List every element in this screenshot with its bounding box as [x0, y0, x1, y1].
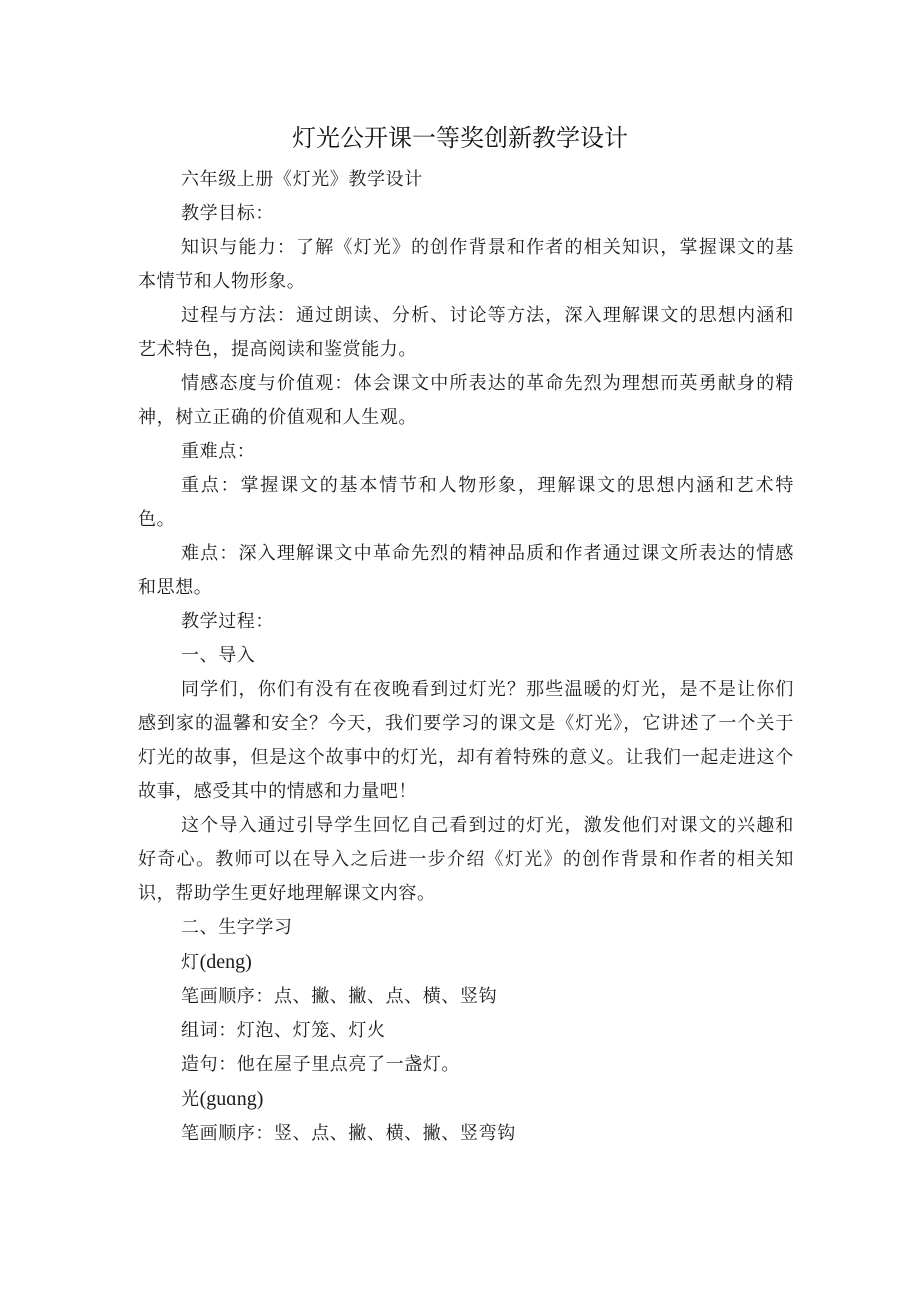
character-pinyin: (deng) — [199, 951, 252, 973]
paragraph-knowledge: 知识与能力：了解《灯光》的创作背景和作者的相关知识，掌握课文的基本情节和人物形象。 — [138, 237, 794, 292]
paragraph-key-points-heading: 重难点： — [181, 441, 256, 462]
paragraph-key-point: 重点：掌握课文的基本情节和人物形象，理解课文的思想内涵和艺术特色。 — [138, 475, 794, 530]
character-pinyin: (guɑng) — [199, 1088, 264, 1110]
paragraph-process-heading: 教学过程： — [181, 611, 274, 632]
paragraph-difficult-point: 难点：深入理解课文中革命先烈的精神品质和作者通过课文所表达的情感和思想。 — [138, 543, 794, 598]
paragraph-process: 过程与方法：通过朗读、分析、讨论等方法，深入理解课文的思想内涵和艺术特色，提高阅读和鉴赏能力。 — [138, 305, 794, 360]
character-entry-guang — [138, 1082, 794, 1117]
character-strokes: 笔画顺序：点、撇、撇、点、横、竖钩 — [181, 986, 498, 1007]
character-entry-deng — [138, 945, 794, 980]
paragraph-intro-note: 这个导入通过引导学生回忆自己看到过的灯光，激发他们对课文的兴趣和好奇心。教师可以在导入之后进一步介绍《灯光》的创作背景和作者的相关知识，帮助学生更好地理解课文内容。 — [138, 815, 794, 904]
character-glyph: 灯 — [181, 952, 200, 973]
document-title: 灯光公开课一等奖创新教学设计 — [292, 124, 628, 152]
character-strokes: 笔画顺序：竖、点、撇、横、撇、竖弯钩 — [181, 1123, 516, 1144]
character-words: 组词：灯泡、灯笼、灯火 — [181, 1020, 386, 1041]
paragraph-subtitle: 六年级上册《灯光》教学设计 — [181, 169, 423, 190]
paragraph-emotion: 情感态度与价值观：体会课文中所表达的革命先烈为理想而英勇献身的精神，树立正确的价值观和人生观。 — [138, 373, 794, 428]
character-sentence: 造句：他在屋子里点亮了一盏灯。 — [181, 1054, 460, 1075]
paragraph-intro-heading: 一、导入 — [181, 645, 256, 666]
paragraph-objectives-heading: 教学目标： — [181, 203, 274, 224]
character-glyph: 光 — [181, 1089, 200, 1110]
paragraph-intro-text: 同学们，你们有没有在夜晚看到过灯光？那些温暖的灯光，是不是让你们感到家的温馨和安全？今天，我们要学习的课文是《灯光》，它讲述了一个关于灯光的故事，但是这个故事中的灯光，却有着特殊的意义。让我们一起走进这个故事，感受其中的情感和力量吧！ — [138, 679, 794, 802]
paragraph-characters-heading: 二、生字学习 — [181, 917, 293, 938]
document-body — [138, 163, 794, 1151]
